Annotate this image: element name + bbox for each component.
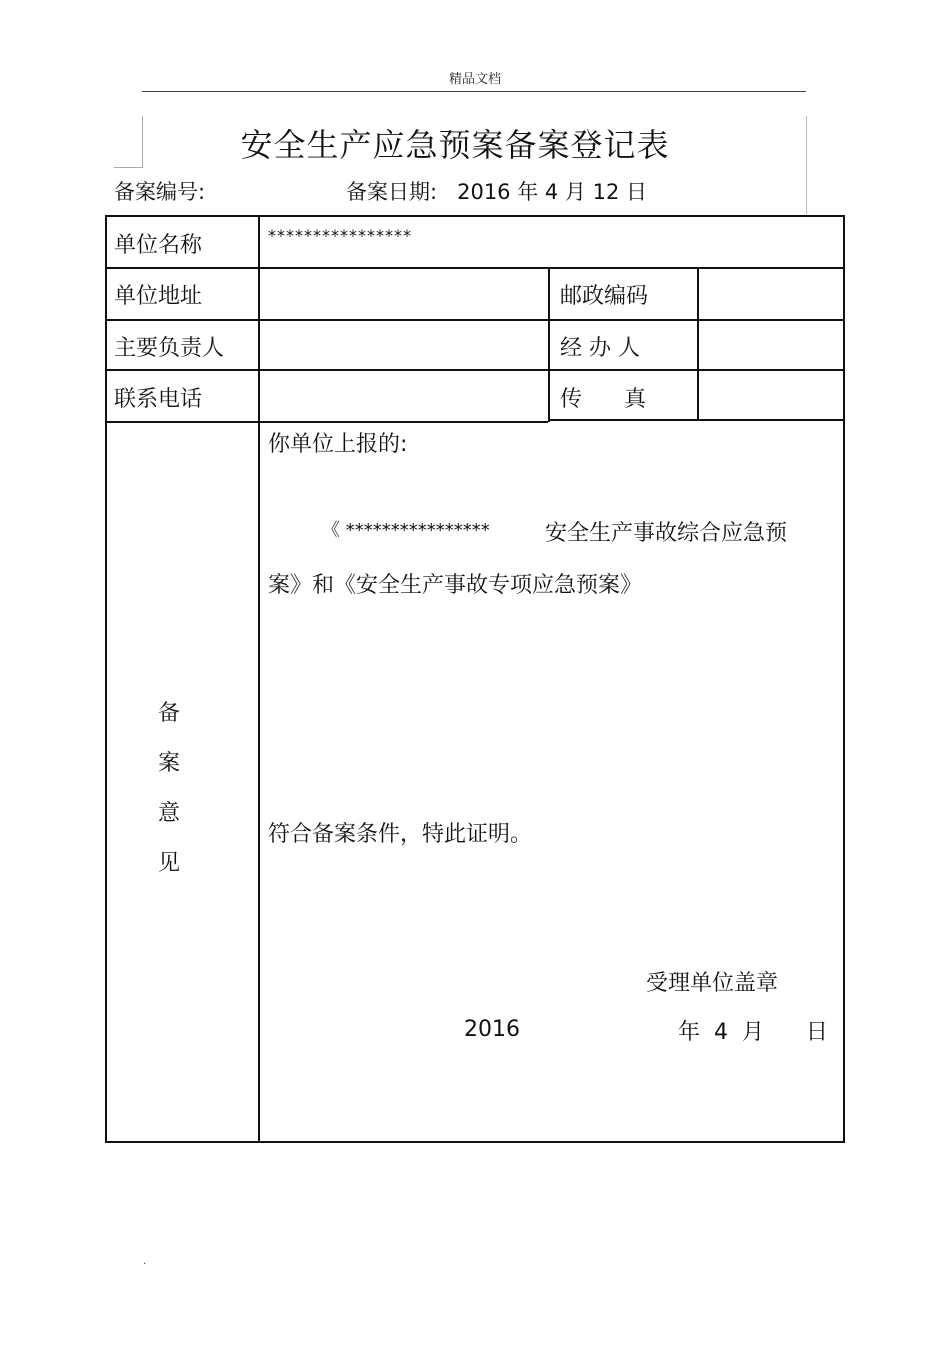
phone-label: 联系电话 [114, 387, 203, 412]
opinion-label-char-4: 见 [157, 851, 180, 876]
principal-label: 主要负责人 [114, 336, 225, 361]
opinion-label-char-2: 案 [157, 751, 180, 776]
postal-code-label: 邮政编码 [560, 284, 649, 309]
handler-label: 经 办 人 [560, 336, 640, 361]
form-title: 安全生产应急预案备案登记表 [240, 126, 670, 164]
plan-name-prefix: 《 **************** [322, 520, 490, 541]
page-header-text: 精品文档 [448, 72, 501, 87]
stamp-text: 受理单位盖章 [646, 971, 779, 996]
footer-dot: . [143, 1256, 147, 1267]
date-month-day: 年 4 月 日 [678, 1020, 828, 1045]
opinion-intro: 你单位上报的: [268, 432, 408, 457]
opinion-label-char-3: 意 [157, 801, 180, 826]
plan-name-line2: 案》和《安全生产事故专项应急预案》 [268, 573, 643, 598]
date-year: 2016 [464, 1017, 520, 1042]
registration-number-label: 备案编号: [114, 180, 206, 204]
plan-name-suffix: 安全生产事故综合应急预 [545, 521, 788, 546]
registration-date: 备案日期: 2016 年 4 月 12 日 [346, 180, 648, 204]
unit-address-label: 单位地址 [114, 284, 203, 309]
fax-label: 传 真 [560, 387, 646, 412]
unit-name-label: 单位名称 [114, 233, 203, 258]
opinion-label-char-1: 备 [157, 701, 180, 726]
opinion-conclusion: 符合备案条件，特此证明。 [268, 822, 533, 847]
unit-name-value: **************** [268, 226, 412, 245]
